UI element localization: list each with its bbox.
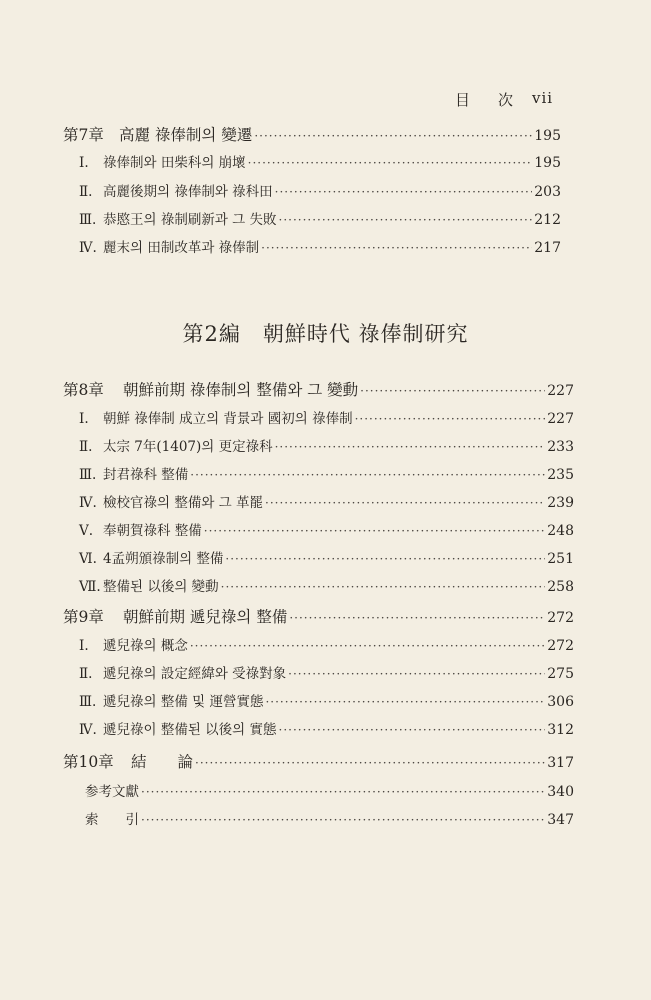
toc-section[interactable] [79, 463, 574, 485]
section-page: 306 [547, 694, 574, 710]
toc-chapter-9[interactable] [63, 605, 574, 627]
section-page: 227 [547, 411, 574, 427]
backmatter-page: 347 [547, 812, 574, 828]
section-number: Ⅳ. [79, 240, 97, 256]
backmatter-page: 340 [547, 784, 574, 800]
part-title: 朝鮮時代 祿俸制研究 [262, 322, 469, 346]
toc-index[interactable] [85, 808, 574, 830]
leader-dots [195, 756, 545, 770]
leader-dots [279, 723, 546, 737]
toc-section[interactable] [79, 407, 574, 429]
section-page: 251 [547, 551, 574, 567]
leader-dots [360, 384, 545, 398]
leader-dots [221, 580, 546, 594]
section-title: 封君祿科 整備 [103, 467, 189, 483]
section-title: 恭愍王의 祿制刷新과 그 失敗 [103, 212, 277, 228]
chapter-page: 317 [547, 755, 574, 771]
section-title: 麗末의 田制改革과 祿俸制 [103, 240, 260, 256]
chapter-title: 結 論 [131, 753, 194, 771]
section-page: 275 [547, 666, 574, 682]
toc-section[interactable] [79, 634, 574, 656]
leader-dots [190, 468, 545, 482]
toc-section[interactable] [79, 519, 574, 541]
chapter-page: 227 [547, 383, 574, 399]
section-number: Ⅳ. [79, 495, 97, 511]
section-number: Ⅳ. [79, 722, 97, 738]
leader-dots [355, 412, 546, 426]
chapter-title: 高麗 祿俸制의 變遷 [119, 126, 253, 144]
backmatter-title: 参考文獻 [85, 784, 139, 800]
leader-dots [265, 695, 545, 709]
toc-section[interactable] [79, 662, 574, 684]
section-title: 遞兒祿의 設定經緯와 受祿對象 [103, 666, 287, 682]
section-number: Ⅱ. [79, 439, 93, 455]
section-page: 195 [534, 155, 561, 171]
chapter-title: 朝鮮前期 遞兒祿의 整備 [123, 608, 288, 626]
chapter-page: 272 [547, 610, 574, 626]
section-title: 4孟朔頒祿制의 整備 [103, 551, 224, 567]
toc-references[interactable] [85, 780, 574, 802]
section-number: Ⅲ. [79, 212, 97, 228]
section-number: Ⅰ. [79, 155, 89, 171]
toc-section[interactable] [79, 208, 561, 230]
toc-section[interactable] [79, 435, 574, 457]
toc-section[interactable] [79, 718, 574, 740]
page-number-roman: vii [532, 89, 554, 107]
section-number: Ⅵ. [79, 551, 97, 567]
section-page: 235 [547, 467, 574, 483]
running-title-word-2: 次 [498, 91, 515, 109]
chapter-number: 第10章 [63, 753, 114, 771]
section-number: Ⅰ. [79, 411, 89, 427]
leader-dots [190, 639, 545, 653]
leader-dots [265, 496, 545, 510]
chapter-title: 朝鮮前期 祿俸制의 整備와 그 變動 [123, 381, 359, 399]
section-page: 248 [547, 523, 574, 539]
toc-section[interactable] [79, 180, 561, 202]
section-page: 233 [547, 439, 574, 455]
section-title: 奉朝賀祿科 整備 [103, 523, 202, 539]
toc-chapter-10[interactable] [63, 750, 574, 772]
leader-dots [141, 813, 545, 827]
chapter-page: 195 [534, 128, 561, 144]
section-number: Ⅲ. [79, 694, 97, 710]
part-heading [0, 318, 651, 348]
toc-section[interactable] [79, 151, 561, 173]
section-title: 高麗後期의 祿俸制와 祿科田 [103, 184, 273, 200]
leader-dots [275, 440, 546, 454]
leader-dots [141, 785, 545, 799]
running-title-word-1: 目 [455, 91, 472, 109]
section-page: 203 [534, 184, 561, 200]
section-number: Ⅲ. [79, 467, 97, 483]
section-number: Ⅱ. [79, 666, 93, 682]
leader-dots [204, 524, 545, 538]
section-title: 遞兒祿의 整備 및 運營實態 [103, 694, 264, 710]
chapter-number: 第8章 [63, 381, 104, 399]
section-number: Ⅴ. [79, 523, 94, 539]
section-page: 239 [547, 495, 574, 511]
section-page: 212 [534, 212, 561, 228]
section-page: 217 [534, 240, 561, 256]
toc-section[interactable] [79, 547, 574, 569]
section-title: 朝鮮 祿俸制 成立의 背景과 國初의 祿俸制 [103, 411, 353, 427]
section-title: 祿俸制와 田柴科의 崩壞 [103, 155, 246, 171]
section-number: Ⅶ. [79, 579, 101, 595]
toc-section[interactable] [79, 236, 561, 258]
leader-dots [254, 129, 532, 143]
leader-dots [275, 185, 533, 199]
chapter-number: 第7章 [63, 126, 104, 144]
section-page: 258 [547, 579, 574, 595]
section-page: 272 [547, 638, 574, 654]
leader-dots [261, 241, 532, 255]
section-title: 太宗 7年(1407)의 更定祿科 [103, 439, 273, 455]
toc-section[interactable] [79, 690, 574, 712]
toc-section[interactable] [79, 491, 574, 513]
leader-dots [225, 552, 545, 566]
part-number: 第2編 [182, 322, 241, 346]
section-title: 遞兒祿의 概念 [103, 638, 188, 654]
toc-chapter-8[interactable] [63, 378, 574, 400]
toc-chapter-7[interactable] [63, 123, 561, 145]
section-title: 遞兒祿이 整備된 以後의 實態 [103, 722, 277, 738]
chapter-number: 第9章 [63, 608, 104, 626]
leader-dots [248, 156, 533, 170]
backmatter-title: 索 引 [85, 812, 139, 828]
toc-section[interactable] [79, 575, 574, 597]
section-number: Ⅰ. [79, 638, 89, 654]
leader-dots [289, 611, 545, 625]
leader-dots [279, 213, 533, 227]
section-title: 整備된 以後의 變動 [103, 579, 219, 595]
leader-dots [288, 667, 545, 681]
section-title: 檢校官祿의 整備와 그 革罷 [103, 495, 263, 511]
section-page: 312 [547, 722, 574, 738]
section-number: Ⅱ. [79, 184, 93, 200]
